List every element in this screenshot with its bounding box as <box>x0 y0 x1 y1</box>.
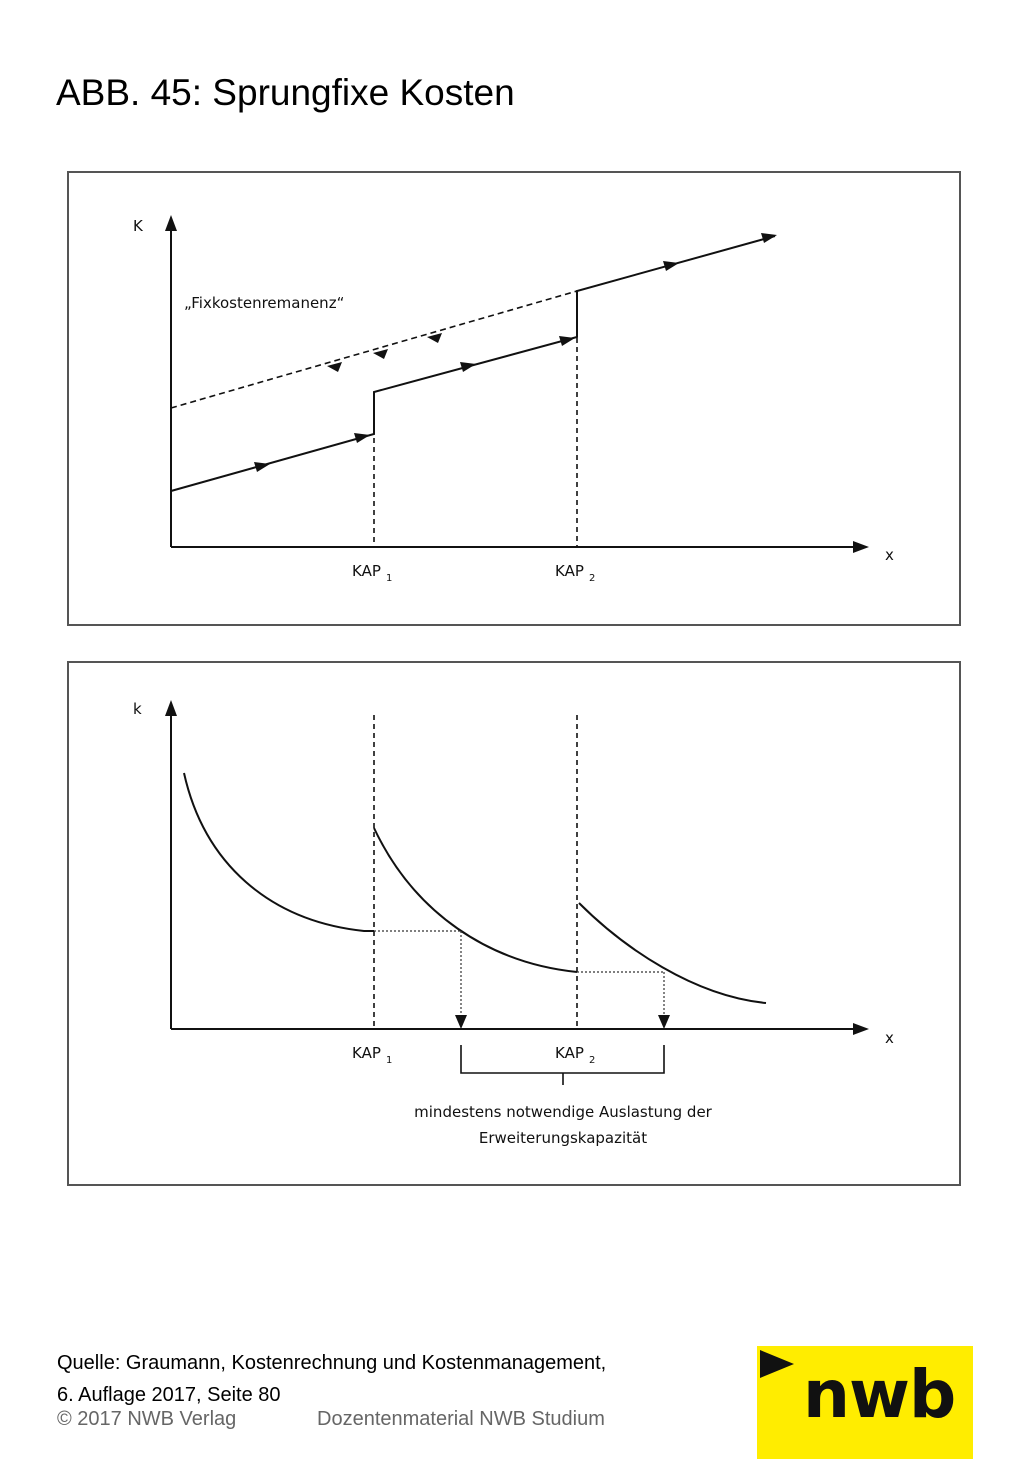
kap2-label: KAP <box>555 1044 584 1062</box>
copyright-text: © 2017 NWB Verlag <box>57 1408 237 1430</box>
diagram-unit-costs-svg <box>69 663 959 1184</box>
unit-cost-curve-3 <box>579 903 766 1003</box>
y-axis-label: K <box>133 217 143 235</box>
kap2-subscript: 2 <box>589 573 596 584</box>
kap1-min-arrowhead <box>455 1015 467 1029</box>
cost-arrow-3 <box>460 362 476 372</box>
cost-arrow-2 <box>354 433 370 443</box>
kap2-label: KAP <box>555 562 584 580</box>
remanence-arrow-2 <box>373 349 388 359</box>
kap2-subscript: 2 <box>589 1055 596 1066</box>
nwb-logo <box>757 1346 973 1459</box>
remanence-arrow-1 <box>427 333 442 343</box>
diagram-unit-costs <box>67 661 961 1186</box>
y-axis-arrowhead <box>165 215 177 231</box>
utilization-note-line1: mindestens notwendige Auslastung der <box>414 1103 712 1121</box>
source-line-2: 6. Auflage 2017, Seite 80 <box>57 1384 281 1406</box>
logo-text: nwb <box>803 1356 956 1433</box>
kap1-label: KAP <box>352 562 381 580</box>
kap1-subscript: 1 <box>386 573 393 584</box>
material-text: Dozentenmaterial NWB Studium <box>317 1408 605 1430</box>
kap1-label: KAP <box>352 1044 381 1062</box>
page-title: ABB. 45: Sprungfixe Kosten <box>56 72 515 113</box>
kap2-min-arrowhead <box>658 1015 670 1029</box>
remanence-annotation: „Fixkostenremanenz“ <box>184 294 345 312</box>
source-line-1: Quelle: Graumann, Kostenrechnung und Kostenmanagement, <box>57 1352 607 1374</box>
utilization-note-line2: Erweiterungskapazität <box>478 1129 648 1147</box>
x-axis-label: x <box>885 546 894 564</box>
y-axis-arrowhead <box>165 700 177 716</box>
unit-cost-curve-1 <box>184 773 374 931</box>
step-cost-line <box>171 236 775 491</box>
diagram-total-costs-svg <box>69 173 959 624</box>
x-axis-label: x <box>885 1029 894 1047</box>
x-axis-arrowhead <box>853 541 869 553</box>
unit-cost-curve-2 <box>374 828 577 972</box>
cost-arrow-6 <box>761 233 777 243</box>
x-axis-arrowhead <box>853 1023 869 1035</box>
y-axis-label: k <box>133 700 142 718</box>
remanence-arrow-3 <box>327 362 342 372</box>
diagram-total-costs <box>67 171 961 626</box>
kap1-subscript: 1 <box>386 1055 393 1066</box>
